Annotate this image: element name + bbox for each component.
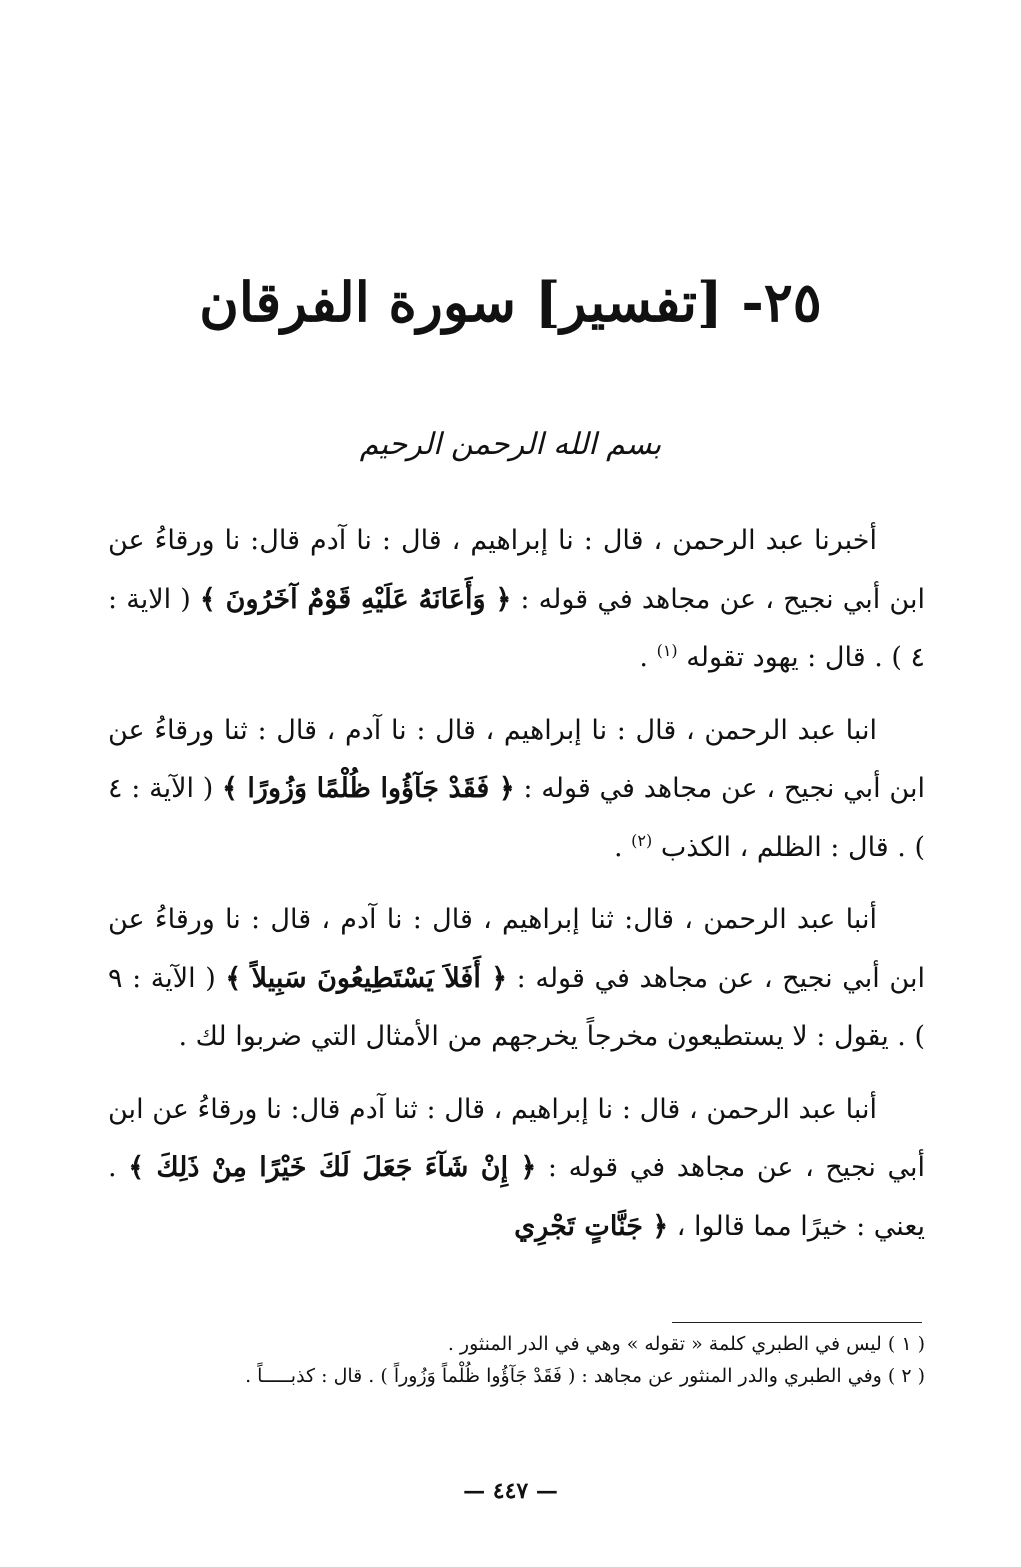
page-number: — ٤٤٧ — <box>463 1478 558 1504</box>
quran-verse: ﴿ فَقَدْ جَآؤُوا ظُلْمًا وَزُورًا ﴾ <box>222 773 515 804</box>
paragraph-text: أخبرنا عبد الرحمن ، قال : نا إبراهيم ، قال : نا آدم قال: نا ورقاءُ عن ابن أبي نجيح ، عن مجاهد في قوله : <box>108 525 925 615</box>
paragraph-end: . <box>639 642 648 673</box>
paragraph-text: انبا عبد الرحمن ، قال : نا إبراهيم ، قال : نا آدم ، قال : ثنا ورقاءُ عن ابن أبي نجيح ، عن مجاهد في قوله : <box>108 714 925 804</box>
paragraph-text: ( الآية : ٤ ) . قال : الظلم ، الكذب <box>108 773 925 863</box>
main-text <box>108 512 925 1270</box>
paragraph-text: ( الآية : ٩ ) . يقول : لا يستطيعون مخرجاً يخرجهم من الأمثال التي ضربوا لك . <box>108 962 925 1052</box>
paragraph <box>108 1081 925 1257</box>
footnote: ( ٢ ) وفي الطبري والدر المنثور عن مجاهد : ( فَقَدْ جَآؤُوا ظُلْماً وَزُوراً ) . قال : كذبـــــاً . <box>245 1365 925 1387</box>
footnotes <box>110 1328 925 1392</box>
quran-verse: ﴿ إِنْ شَآءَ جَعَلَ لَكَ خَيْرًا مِنْ ذَلِكَ ﴾ <box>128 1152 537 1183</box>
paragraph <box>108 702 925 878</box>
paragraph <box>108 512 925 688</box>
footnote-ref: (٢) <box>631 830 653 850</box>
page-title: ٢٥- [تفسير] سورة الفرقان <box>199 270 822 334</box>
paragraph-text: . يعني : خيرًا مما قالوا ، <box>108 1152 925 1242</box>
paragraph-text: أنبا عبد الرحمن ، قال : نا إبراهيم ، قال : ثنا آدم قال: نا ورقاءُ عن ابن أبي نجيح ، عن مجاهد في قوله : <box>108 1093 925 1183</box>
paragraph-text: ( الاية : ٤ ) . قال : يهود تقوله <box>108 583 925 673</box>
footnote-divider <box>672 1322 922 1323</box>
footnote: ( ١ ) ليس في الطبري كلمة « تقوله » وهي في الدر المنثور . <box>447 1333 925 1355</box>
paragraph-text: أنبا عبد الرحمن ، قال: ثنا إبراهيم ، قال : نا آدم ، قال : نا ورقاءُ عن ابن أبي نجيح ، عن مجاهد في قوله : <box>108 904 925 994</box>
footnote-ref: (١) <box>656 641 678 660</box>
paragraph-end: . <box>613 831 623 863</box>
basmala: بسم الله الرحمن الرحيم <box>359 427 662 462</box>
paragraph-end: ﴿ جَنَّاتٍ تَجْرِي <box>514 1210 669 1242</box>
quran-verse: ﴿ وَأَعَانَهُ عَلَيْهِ قَوْمٌ آخَرُونَ ﴾ <box>199 583 512 615</box>
quran-verse: ﴿ أَفَلاَ يَسْتَطِيعُونَ سَبِيلاً ﴾ <box>225 962 508 994</box>
paragraph <box>108 891 925 1067</box>
